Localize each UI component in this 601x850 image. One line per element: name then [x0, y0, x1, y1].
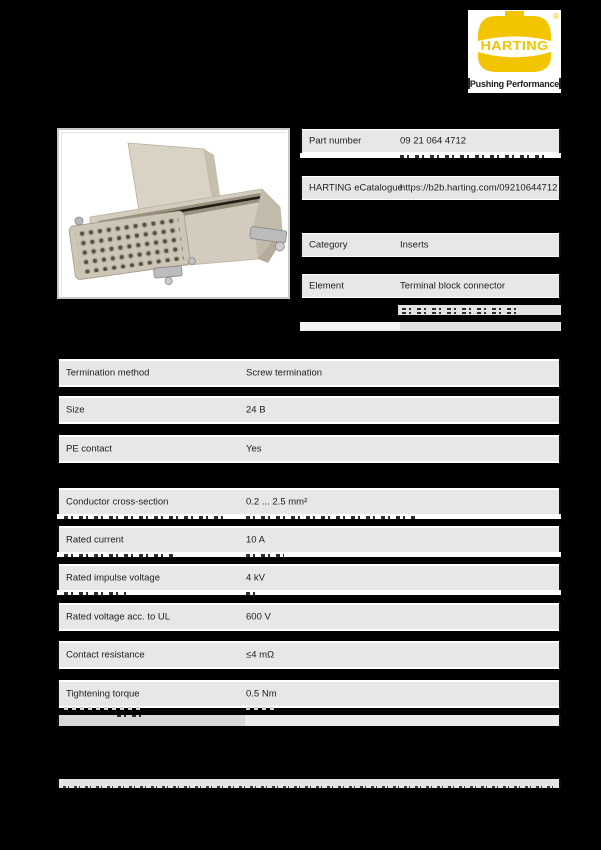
spec-value: 600 V — [246, 611, 271, 623]
spec-value: 24 B — [246, 404, 266, 416]
spec-row-size — [57, 396, 561, 424]
redacted-spec-row — [57, 514, 561, 519]
spec-label: Size — [66, 404, 85, 416]
spec-row-tightening-torque — [57, 680, 561, 708]
logo-brand-text: HARTING — [480, 39, 549, 53]
harting-logo-icon — [468, 10, 561, 72]
product-image — [57, 128, 290, 299]
redacted-spec-row — [57, 706, 561, 710]
spec-value: Screw termination — [246, 367, 323, 379]
spec-row-rated-current — [57, 526, 561, 554]
part-number-label: Part number — [309, 135, 362, 147]
logo-box — [468, 10, 561, 93]
logo-tagline: Pushing Performance — [469, 79, 560, 89]
category-label: Category — [309, 239, 348, 251]
element-value: Terminal block connector — [400, 280, 506, 292]
redacted-fragment-a — [398, 305, 561, 315]
spec-label: Contact resistance — [66, 649, 145, 661]
category-value: Inserts — [400, 239, 429, 251]
redacted-partial-row — [57, 715, 561, 726]
info-row-element — [300, 274, 561, 298]
info-row-ecatalogue — [300, 176, 561, 200]
spec-row-pe-contact — [57, 435, 561, 463]
spec-label: Termination method — [66, 367, 150, 379]
spec-row-rated-impulse-voltage — [57, 564, 561, 592]
spec-value: Yes — [246, 443, 262, 455]
spec-label: Conductor cross-section — [66, 496, 169, 508]
element-label: Element — [309, 280, 344, 292]
spec-value: 10 A — [246, 534, 266, 546]
spec-row-termination-method — [57, 359, 561, 387]
spec-value: ≤4 mΩ — [246, 649, 275, 661]
spec-label: Rated voltage acc. to UL — [66, 611, 171, 623]
spec-row-rated-voltage-ul — [57, 603, 561, 631]
spec-value: 4 kV — [246, 572, 266, 584]
redacted-designation-row — [300, 153, 561, 158]
spec-value: 0.5 Nm — [246, 688, 277, 700]
spec-label: Rated current — [66, 534, 124, 546]
footer-strip — [57, 779, 561, 788]
info-row-part-number — [300, 129, 561, 153]
spec-label: Rated impulse voltage — [66, 572, 160, 584]
spec-row-contact-resistance — [57, 641, 561, 669]
spec-value: 0.2 ... 2.5 mm² — [246, 496, 308, 508]
registered-mark-icon: ® — [552, 12, 560, 21]
redacted-spec-row — [57, 590, 561, 595]
spec-row-conductor-cross-section — [57, 488, 561, 516]
connector-photo-icon — [62, 133, 287, 296]
ecatalogue-label: HARTING eCatalogue — [309, 182, 403, 194]
ecatalogue-link[interactable]: https://b2b.harting.com/09210644712 — [400, 182, 558, 194]
redacted-spec-row — [57, 552, 561, 557]
part-number-value: 09 21 064 4712 — [400, 135, 467, 147]
redacted-fragment-b — [300, 322, 561, 331]
spec-label: Tightening torque — [66, 688, 140, 700]
spec-label: PE contact — [66, 443, 112, 455]
info-row-category — [300, 233, 561, 257]
